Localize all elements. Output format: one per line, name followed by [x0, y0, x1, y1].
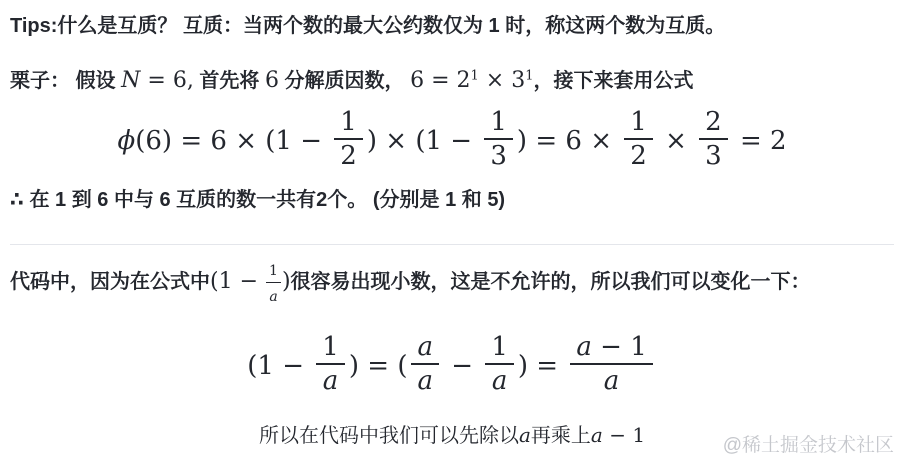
fraction: $\frac{1}{2}$	[624, 107, 653, 171]
watermark: @稀土掘金技术社区	[722, 435, 894, 456]
example-intro-paragraph: 栗子： 假设 N = 6, 首先将 6 分解质因数， $6 = 2^1 \times 3^1$，接下来套用公式	[10, 68, 694, 93]
tips-paragraph: Tips:什么是互质？ 互质：当两个数的最大公约数仅为 1 时，称这两个数为互质。	[10, 15, 726, 37]
fraction: $\frac{1}{2}$	[334, 107, 363, 171]
fraction: $\frac{1}{a}$	[316, 332, 345, 396]
fraction: $\frac{a - 1}{a}$	[570, 332, 652, 396]
final-note: 所以在代码中我们可以先除以a再乘上a − 1	[258, 423, 646, 448]
fraction: $\frac{1}{a}$	[485, 332, 514, 396]
fraction: $\frac{a}{a}$	[411, 332, 439, 396]
section-divider	[10, 244, 894, 245]
conclusion-paragraph: ∴ 在 1 到 6 中与 6 互质的数一共有2个。 (分别是 1 和 5)	[10, 189, 506, 212]
phi-formula: ϕ(6) = 6 × (1 − $\frac{1}{2}$ ) × (1 − $\frac{1}{3}$ ) = 6 × $\frac{1}{2}$ × $\frac{2}{3}$ = 2	[117, 107, 787, 172]
transform-formula: (1 − $\frac{1}{a}$ ) = ( $\frac{a}{a}$ − $\frac{1}{a}$ ) = $\frac{a - 1}{a}$	[10, 335, 894, 399]
fraction: $\frac{1}{a}$	[266, 258, 281, 306]
fraction: $\frac{2}{3}$	[699, 107, 728, 171]
code-note-paragraph: 代码中，因为在公式中(1 − $\frac{1}{a}$ )很容易出现小数，这是不允许的，所以我们可以变化一下：	[10, 259, 894, 307]
fraction: $\frac{1}{3}$	[484, 107, 513, 171]
